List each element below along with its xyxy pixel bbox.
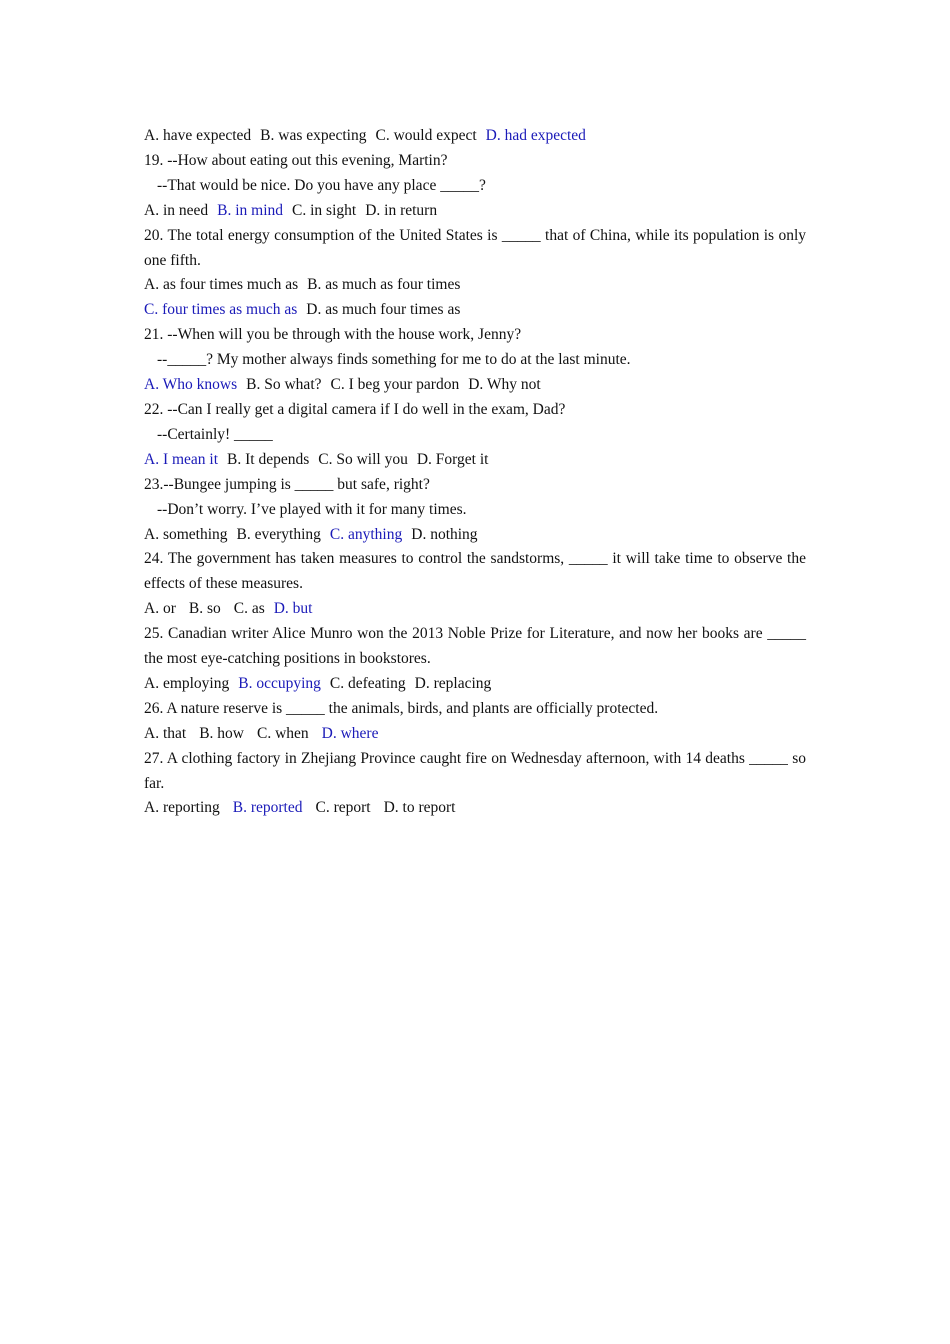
q21-option-d: D. Why not — [468, 376, 541, 394]
q25-options — [144, 672, 806, 697]
q20-options-row2 — [144, 298, 806, 323]
q21-options — [144, 373, 806, 398]
q18-option-d-answer: D. had expected — [485, 127, 586, 144]
q27-stem: 27. A clothing factory in Zhejiang Province caught fire on Wednesday afternoon, with 14 deaths _____ so far. — [144, 749, 806, 792]
q23-option-a: A. something — [144, 525, 228, 543]
q21-reply: --_____? My mother always finds something for me to do at the last minute. — [157, 351, 631, 369]
q27-options — [144, 796, 806, 821]
q25-option-d: D. replacing — [414, 674, 492, 692]
q20-options-row1 — [144, 273, 806, 298]
q24-options — [144, 597, 806, 622]
q21-stem: 21. --When will you be through with the house work, Jenny? — [144, 326, 522, 344]
q27-option-d: D. to report — [383, 799, 456, 817]
q23-reply: --Don’t worry. I’ve played with it for many times. — [157, 500, 467, 518]
q24-option-a: A. or — [144, 600, 176, 618]
q23-options — [144, 523, 806, 548]
q21-option-b: B. So what? — [246, 376, 322, 394]
q22-option-d: D. Forget it — [416, 450, 489, 468]
q22-option-a-answer: A. I mean it — [144, 450, 219, 468]
q20-stem: 20. The total energy consumption of the United States is _____ that of China, while its population is only one fifth. — [144, 226, 806, 269]
q22-options — [144, 448, 806, 473]
document-page — [144, 124, 806, 821]
q19-option-c: C. in sight — [292, 201, 357, 219]
q18-option-a: A. have expected — [144, 127, 252, 144]
q24-option-b: B. so — [188, 600, 221, 618]
q26-option-c: C. when — [256, 724, 309, 742]
q21-option-a-answer: A. Who knows — [144, 376, 238, 394]
q19-reply: --That would be nice. Do you have any place _____? — [157, 176, 486, 194]
q23-option-b: B. everything — [236, 525, 321, 543]
q24-stem: 24. The government has taken measures to control the sandstorms, _____ it will take time to observe the effects of these measures. — [144, 550, 806, 593]
q23-option-c-answer: C. anything — [329, 525, 403, 543]
q18-options — [144, 124, 806, 149]
q19-stem: 19. --How about eating out this evening, Martin? — [144, 151, 448, 169]
q26-option-b: B. how — [199, 724, 244, 742]
q26-option-a: A. that — [144, 724, 187, 742]
q23-option-d: D. nothing — [411, 525, 478, 543]
q26-stem: 26. A nature reserve is _____ the animals, birds, and plants are officially protected. — [144, 699, 659, 717]
q20-option-d: D. as much four times as — [306, 301, 461, 319]
q22-stem: 22. --Can I really get a digital camera if I do well in the exam, Dad? — [144, 400, 566, 418]
q19-option-b-answer: B. in mind — [217, 201, 284, 219]
q19-option-a: A. in need — [144, 201, 209, 219]
q23-stem: 23.--Bungee jumping is _____ but safe, right? — [144, 475, 430, 493]
q20-option-a: A. as four times much as — [144, 276, 299, 294]
q25-option-b-answer: B. occupying — [238, 674, 321, 692]
q27-option-a: A. reporting — [144, 799, 220, 817]
q21-option-c: C. I beg your pardon — [330, 376, 460, 394]
q26-option-d-answer: D. where — [321, 724, 379, 742]
q27-option-b-answer: B. reported — [232, 799, 303, 817]
q25-option-a: A. employing — [144, 674, 230, 692]
q24-option-d-answer: D. but — [273, 600, 313, 618]
q19-option-d: D. in return — [365, 201, 438, 219]
q19-options — [144, 199, 806, 224]
q20-option-b: B. as much as four times — [307, 276, 461, 294]
q26-options — [144, 722, 806, 747]
q22-option-b: B. It depends — [227, 450, 310, 468]
q20-option-c-answer: C. four times as much as — [144, 301, 298, 319]
q22-option-c: C. So will you — [318, 450, 408, 468]
q25-option-c: C. defeating — [329, 674, 406, 692]
q18-option-b: B. was expecting — [260, 127, 367, 144]
q18-option-c: C. would expect — [375, 127, 477, 144]
q25-stem: 25. Canadian writer Alice Munro won the 2013 Noble Prize for Literature, and now her books are _____ the most eye-catching positions in bookstores. — [144, 625, 806, 668]
q27-option-c: C. report — [315, 799, 371, 817]
q24-option-c: C. as — [233, 600, 265, 618]
q22-reply: --Certainly! _____ — [157, 425, 273, 443]
